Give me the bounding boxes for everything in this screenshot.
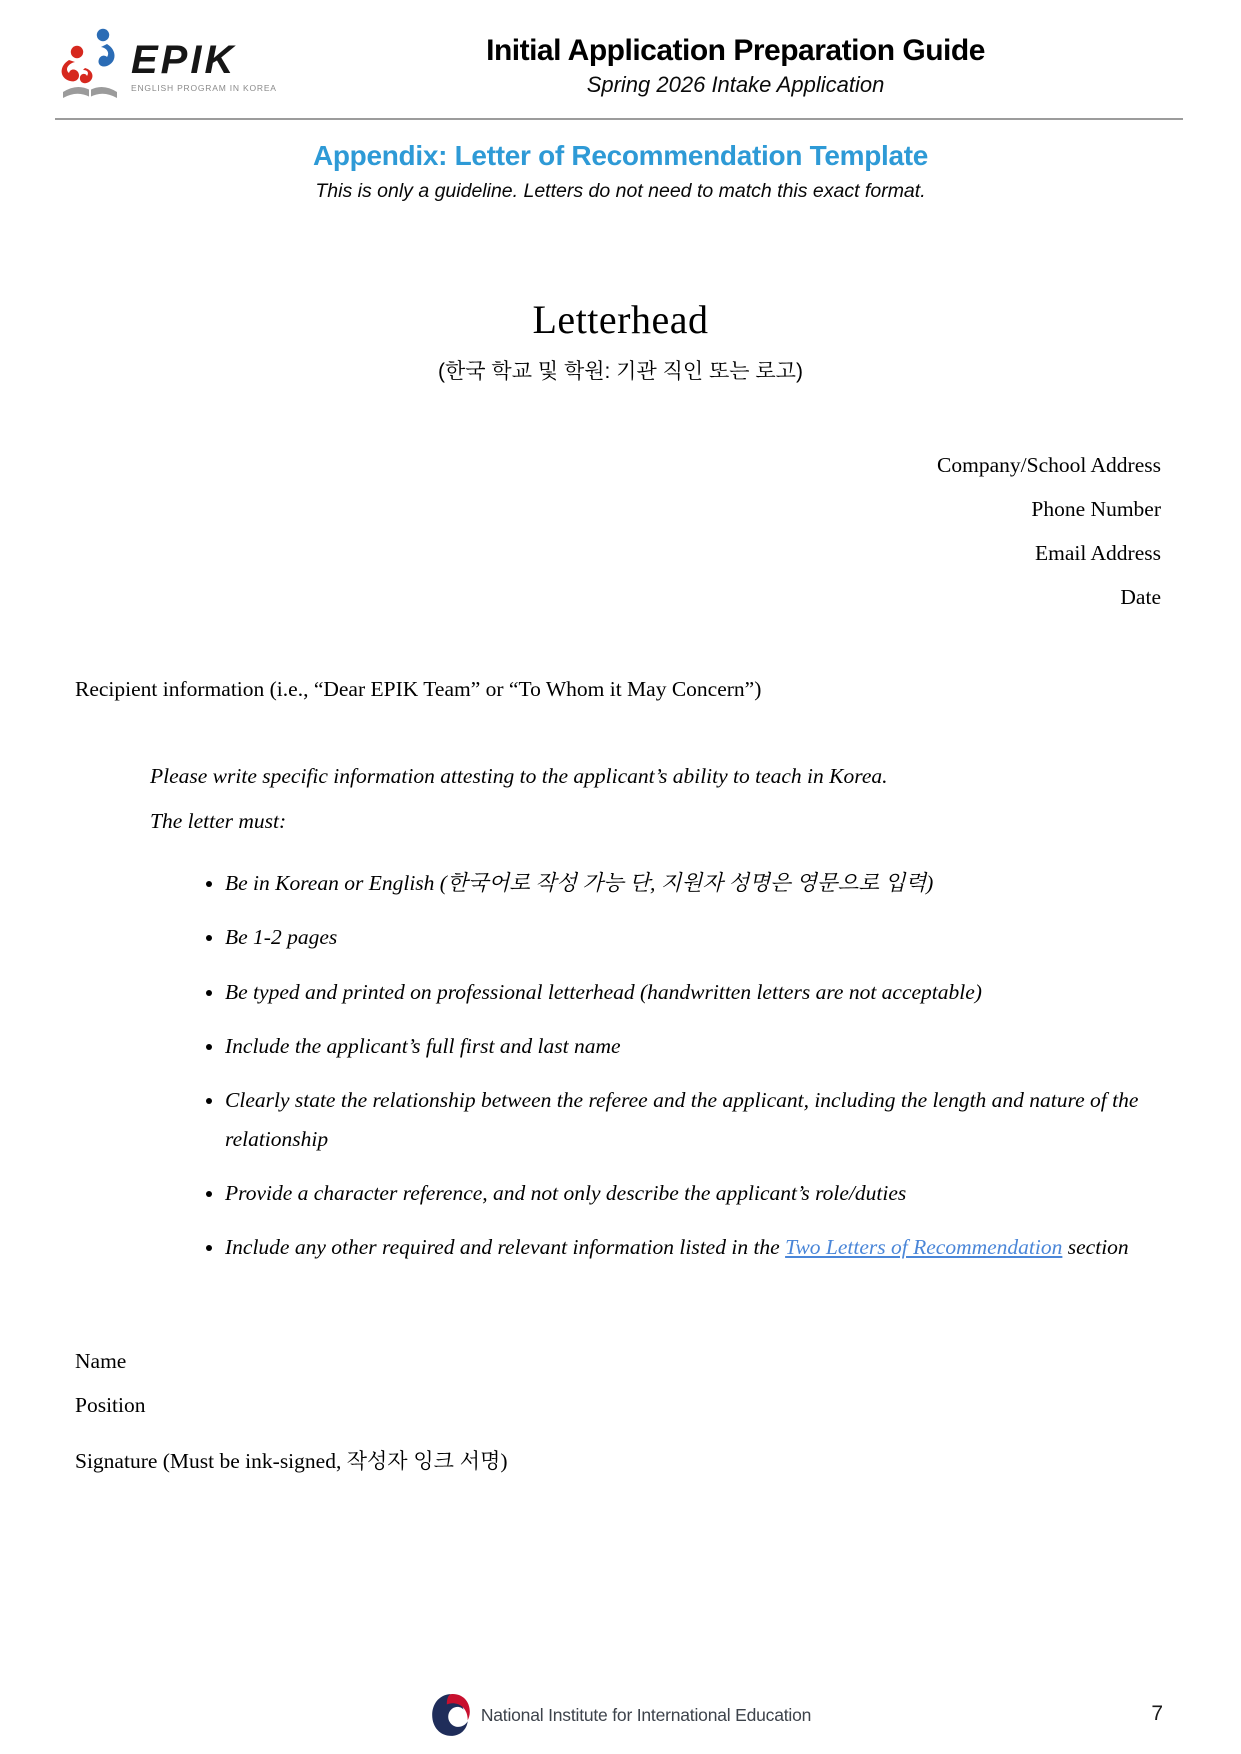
signoff-name-label: Name (75, 1349, 127, 1374)
appendix-note: This is only a guideline. Letters do not need to match this exact format. (315, 180, 926, 202)
document-subtitle: Spring 2026 Intake Application (586, 72, 885, 97)
contact-line-address: Company/School Address (937, 453, 1161, 477)
signature-prefix: Signature (Must be ink-signed, (75, 1449, 347, 1474)
contact-line-date: Date (1120, 585, 1161, 610)
letter-intro (150, 764, 1166, 834)
contact-block (0, 443, 1161, 619)
document-title: Initial Application Preparation Guide (486, 34, 985, 67)
list-item: • Include the applicant’s full first and last name (225, 1027, 1151, 1066)
list-item-with-link (225, 1228, 1151, 1267)
epik-logo-text (131, 37, 277, 93)
signature-line (75, 1445, 1166, 1475)
list-item: • Be typed and printed on professional letterhead (handwritten letters are not acceptable) (225, 973, 1151, 1012)
epik-logo-icon (55, 26, 127, 106)
two-letters-of-recommendation-link[interactable]: Two Letters of Recommendation (785, 1235, 1063, 1260)
contact-line-email: Email Address (1035, 541, 1161, 566)
footer-org-block (0, 1692, 1241, 1738)
list-item: • Provide a character reference, and not only describe the applicant’s role/duties (225, 1174, 1151, 1213)
page-number: 7 (1151, 1702, 1163, 1725)
page-header (0, 0, 1241, 106)
epik-logo-wordmark: EPIK (131, 37, 237, 82)
link-bullet-prefix: Include any other required and relevant information listed in the (225, 1235, 786, 1260)
contact-line-phone: Phone Number (1031, 497, 1161, 522)
header-titles (320, 34, 1181, 98)
epik-logo (55, 26, 320, 106)
link-bullet-suffix: section (1062, 1235, 1129, 1260)
intro-line-1: Please write specific information attesting to the applicant’s ability to teach in Korea. (150, 764, 888, 789)
requirements-list (187, 864, 1151, 1267)
signoff-position-label: Position (75, 1393, 146, 1418)
list-item: • Be in Korean or English (한국어로 작성 가능 단, 지원자 성명은 영문으로 입력) (225, 864, 1151, 903)
page-footer (0, 1692, 1241, 1744)
list-item: • Be 1-2 pages (225, 918, 1151, 957)
intro-line-2: The letter must: (150, 809, 287, 834)
header-divider (55, 118, 1183, 120)
recipient-line: Recipient information (i.e., “Dear EPIK Team” or “To Whom it May Concern”) (75, 677, 762, 702)
letterhead-korean-note: (한국 학교 및 학원: 기관 직인 또는 로고) (438, 360, 803, 383)
niied-logo-icon (430, 1692, 472, 1738)
signoff-block (75, 1339, 1166, 1427)
list-item: • Clearly state the relationship between the referee and the applicant, including the length and nature of the relationship (225, 1081, 1151, 1159)
appendix-heading: Appendix: Letter of Recommendation Template (312, 140, 929, 171)
signature-korean: 작성자 잉크 서명 (346, 1450, 501, 1474)
epik-logo-tagline: ENGLISH PROGRAM IN KOREA (131, 82, 277, 93)
letterhead-title: Letterhead (532, 297, 709, 342)
signature-suffix: ) (500, 1449, 508, 1474)
footer-org-name: National Institute for International Education (480, 1704, 812, 1725)
